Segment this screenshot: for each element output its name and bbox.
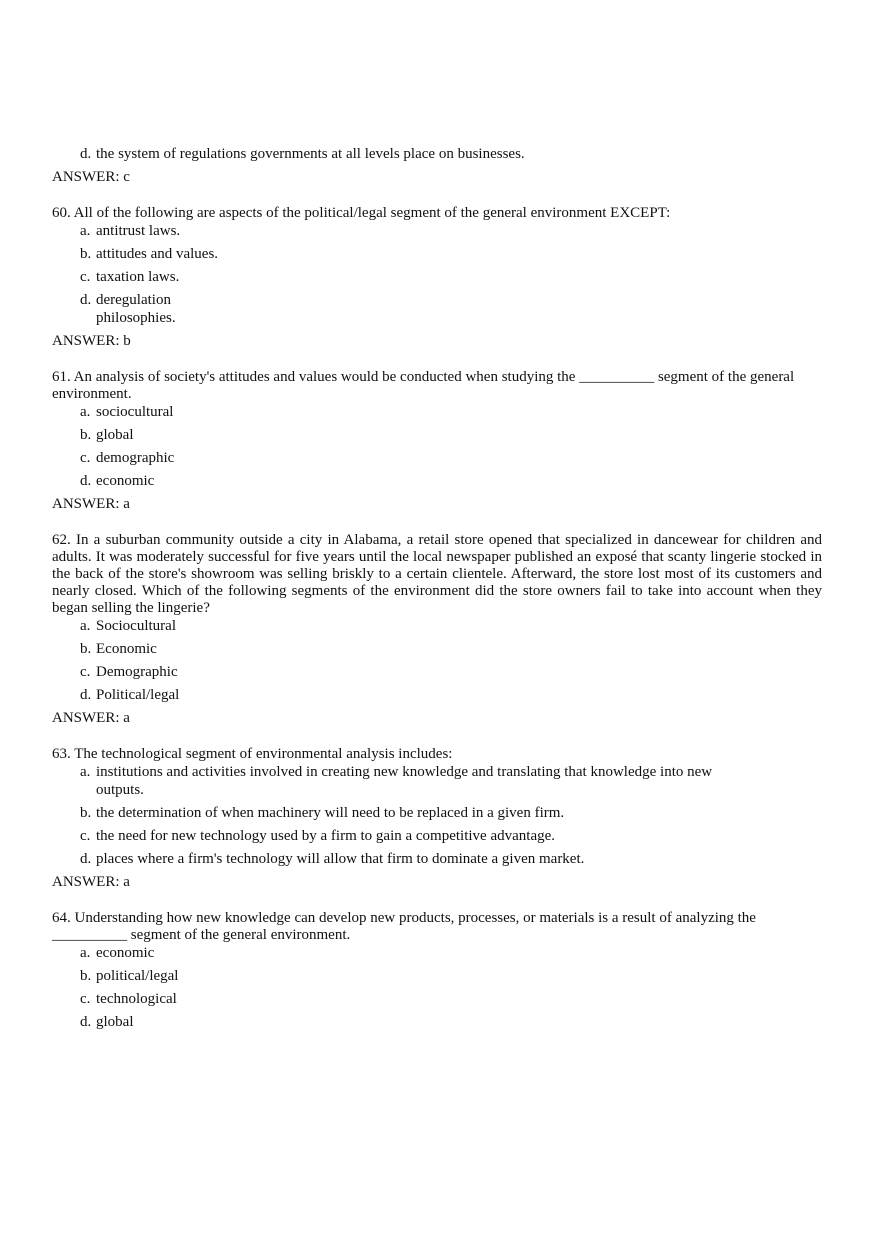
question-text: 63. The technological segment of environmental analysis includes: — [52, 746, 453, 762]
option-letter: b. — [80, 427, 92, 443]
option-letter: d. — [80, 687, 92, 703]
option-a — [52, 403, 822, 421]
question-61 — [52, 369, 822, 513]
option-text: the determination of when machinery will need to be replaced in a given firm. — [96, 805, 565, 821]
option-letter: b. — [80, 968, 92, 984]
option-d — [52, 1013, 822, 1031]
option-text: political/legal — [96, 968, 179, 984]
question-64 — [52, 910, 822, 1031]
question-62 — [52, 532, 822, 727]
question-63 — [52, 746, 822, 891]
option-a — [52, 763, 822, 799]
option-text: institutions and activities involved in creating new knowledge and translating that knowledge into new outputs. — [96, 764, 713, 798]
option-letter: a. — [80, 764, 91, 780]
option-d — [52, 145, 822, 163]
question-text: 60. All of the following are aspects of the political/legal segment of the general environment EXCEPT: — [52, 205, 671, 221]
option-letter: b. — [80, 805, 92, 821]
option-letter: c. — [80, 450, 91, 466]
answer-line: ANSWER: a — [52, 710, 130, 726]
option-a — [52, 222, 822, 240]
question-text: 64. Understanding how new knowledge can develop new products, processes, or materials is a result of analyzing the __________ segment of the general environment. — [52, 910, 756, 943]
answer-line: ANSWER: c — [52, 169, 130, 185]
question-text: 62. In a suburban community outside a city in Alabama, a retail store opened that specialized in dancewear for children and adults. It was moderately successful for five years until the local newspaper published an exposé that scanty lingerie stocked in the back of the store's showroom was selling briskly to a certain clientele. Afterward, the store lost most of its customers and nearly closed. Which of the following segments of the environment did the store owners fail to take into account when they began selling the lingerie? — [52, 532, 822, 616]
option-letter: a. — [80, 223, 91, 239]
option-c — [52, 663, 822, 681]
option-d — [52, 472, 822, 490]
option-b — [52, 426, 822, 444]
option-text: Demographic — [96, 664, 178, 680]
option-letter: c. — [80, 269, 91, 285]
answer-line: ANSWER: b — [52, 333, 131, 349]
option-text: deregulation philosophies. — [96, 292, 176, 326]
option-text: antitrust laws. — [96, 223, 181, 239]
option-text: Economic — [96, 641, 157, 657]
option-letter: d. — [80, 473, 92, 489]
option-letter: d. — [80, 146, 92, 162]
option-text: global — [96, 1014, 134, 1030]
option-c — [52, 449, 822, 467]
option-text: places where a firm's technology will allow that firm to dominate a given market. — [96, 851, 585, 867]
option-text: Sociocultural — [96, 618, 176, 634]
option-d — [52, 850, 822, 868]
option-letter: d. — [80, 851, 92, 867]
option-text: the system of regulations governments at all levels place on businesses. — [96, 146, 525, 162]
option-a — [52, 944, 822, 962]
option-letter: c. — [80, 828, 91, 844]
option-a — [52, 617, 822, 635]
question-text: 61. An analysis of society's attitudes and values would be conducted when studying the __________ segment of the general environment. — [52, 369, 795, 402]
document-page — [52, 145, 822, 1036]
option-c — [52, 268, 822, 286]
option-letter: c. — [80, 664, 91, 680]
option-text: Political/legal — [96, 687, 180, 703]
option-letter: d. — [80, 1014, 92, 1030]
option-d — [52, 291, 822, 327]
answer-line: ANSWER: a — [52, 874, 130, 890]
option-letter: d. — [80, 292, 92, 308]
option-c — [52, 827, 822, 845]
option-text: economic — [96, 473, 155, 489]
option-d — [52, 686, 822, 704]
option-b — [52, 967, 822, 985]
option-letter: c. — [80, 991, 91, 1007]
option-text: attitudes and values. — [96, 246, 219, 262]
option-letter: a. — [80, 404, 91, 420]
option-text: taxation laws. — [96, 269, 180, 285]
question-60 — [52, 205, 822, 350]
option-text: the need for new technology used by a firm to gain a competitive advantage. — [96, 828, 556, 844]
option-b — [52, 640, 822, 658]
option-c — [52, 990, 822, 1008]
option-text: sociocultural — [96, 404, 174, 420]
option-letter: b. — [80, 641, 92, 657]
option-text: technological — [96, 991, 177, 1007]
option-text: demographic — [96, 450, 175, 466]
answer-line: ANSWER: a — [52, 496, 130, 512]
option-text: economic — [96, 945, 155, 961]
option-b — [52, 804, 822, 822]
option-letter: a. — [80, 618, 91, 634]
option-letter: a. — [80, 945, 91, 961]
option-b — [52, 245, 822, 263]
option-text: global — [96, 427, 134, 443]
option-letter: b. — [80, 246, 92, 262]
prev-question-tail — [52, 145, 822, 186]
